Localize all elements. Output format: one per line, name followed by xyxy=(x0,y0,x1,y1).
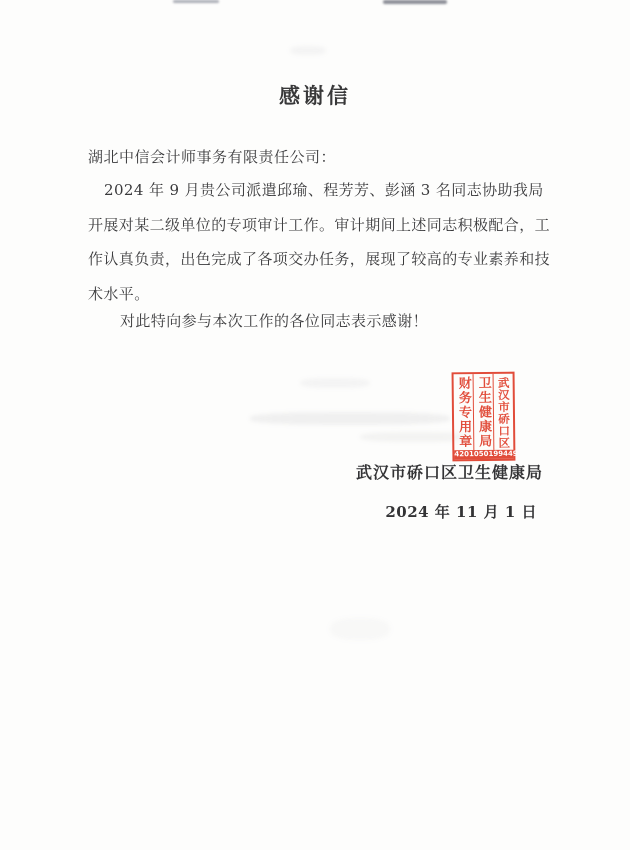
bleedthrough-smudge xyxy=(300,378,370,388)
salutation: 湖北中信会计师事务有限责任公司： xyxy=(88,148,337,166)
scan-artifact-streak xyxy=(173,0,219,3)
bleedthrough-smudge xyxy=(330,618,390,640)
letter-date: 2024 年 11 月 1 日 xyxy=(385,503,537,521)
stamp-text-columns xyxy=(454,374,514,451)
paragraph-line: 作认真负责，出色完成了各项交办任务，展现了较高的专业素养和技 xyxy=(88,250,551,269)
scan-artifact-smudge xyxy=(290,46,326,55)
paragraph-thanks: 对此特向参与本次工作的各位同志表示感谢！ xyxy=(120,312,429,330)
bleedthrough-smudge xyxy=(250,412,450,425)
stamp-column-finance-seal: 财务专用章 xyxy=(455,376,472,450)
paragraph-line: 开展对某二级单位的专项审计工作。审计期间上述同志积极配合，工 xyxy=(88,215,551,234)
paragraph-line: 术水平。 xyxy=(88,284,150,303)
letter-title: 感谢信 xyxy=(279,83,351,108)
official-red-stamp xyxy=(452,372,516,462)
paragraph-line: 2024 年 9 月贵公司派遣邱瑜、程芳芳、彭涵 3 名同志协助我局 xyxy=(104,181,544,199)
stamp-column-health-bureau: 卫生健康局 xyxy=(473,374,494,450)
stamp-column-district: 武汉市硚口区 xyxy=(493,374,514,450)
signature-organization: 武汉市硚口区卫生健康局 xyxy=(355,463,543,482)
scan-artifact-streak xyxy=(383,0,447,4)
paragraph-main xyxy=(88,173,558,311)
stamp-registration-number: 4201050199449 xyxy=(454,449,518,459)
